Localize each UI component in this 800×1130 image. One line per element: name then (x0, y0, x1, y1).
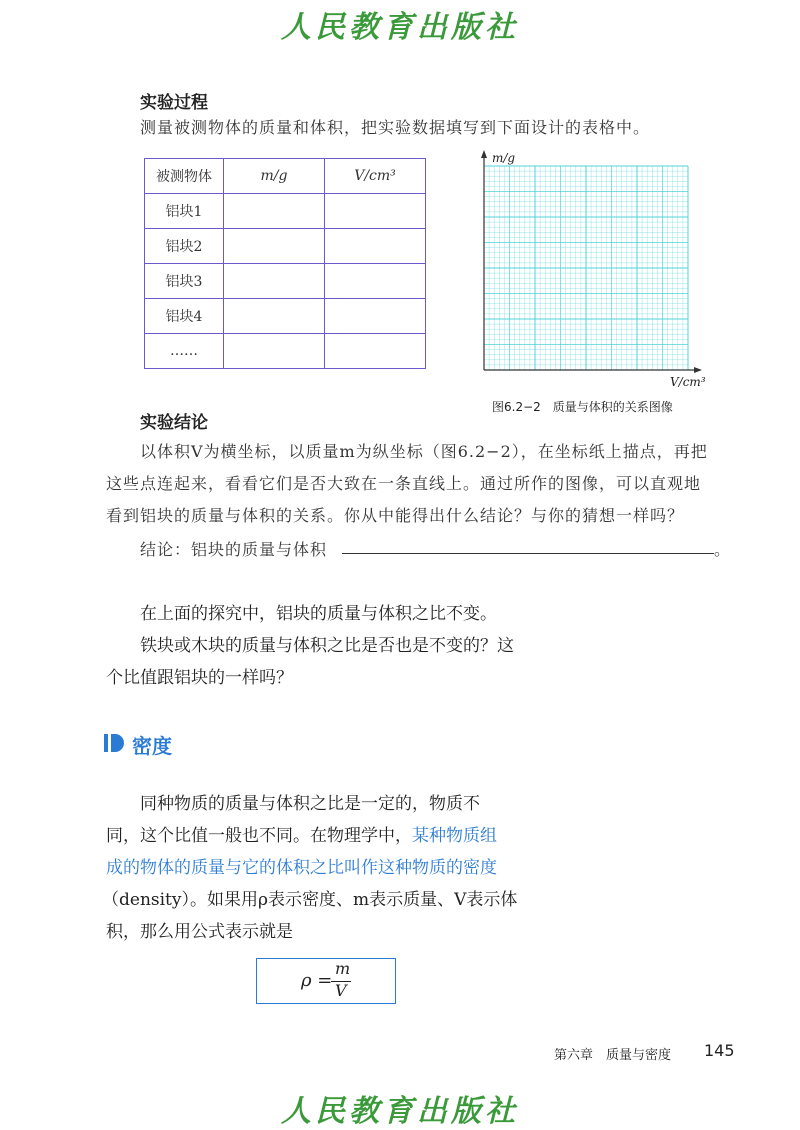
process-intro: 测量被测物体的质量和体积，把实验数据填写到下面设计的表格中。 (140, 118, 651, 137)
conclusion-fill-prefix: 结论：铝块的质量与体积 (140, 540, 328, 559)
y-axis-arrow-icon (481, 150, 487, 158)
page-number: 145 (704, 1041, 735, 1060)
conclusion-line-3: 看到铝块的质量与体积的关系。你从中能得出什么结论？与你的猜想一样吗？ (106, 506, 685, 525)
table-row-label: 铝块4 (145, 299, 224, 334)
density-definition: 成的物体的质量与它的体积之比叫作这种物质的密度 (106, 858, 497, 878)
formula-lhs: ρ = (301, 970, 333, 991)
answer-blank-line[interactable] (342, 553, 714, 554)
section-marker-icon (104, 734, 124, 752)
formula-denominator: V (335, 981, 347, 1000)
table-cell-empty (325, 299, 426, 334)
table-cell-empty (224, 194, 325, 229)
table-cell-empty (325, 194, 426, 229)
table-cell-empty (224, 334, 325, 369)
table-row (145, 264, 426, 299)
table-row-label: 铝块3 (145, 264, 224, 299)
conclusion-fill-suffix: 。 (714, 540, 732, 559)
table-header-cell: V/cm³ (325, 159, 426, 194)
density-line-2-text: 同，这个比值一般也不同。在物理学中， (106, 826, 412, 846)
density-line-1: 同种物质的质量与体积之比是一定的，物质不 (140, 794, 480, 814)
graph-paper (470, 148, 710, 394)
density-line-4: （density）。如果用ρ表示密度、m表示质量、V表示体 (102, 890, 518, 910)
publisher-logo-bottom: 人民教育出版社 (281, 1094, 519, 1129)
table-row-label: 铝块1 (145, 194, 224, 229)
x-axis-arrow-icon (694, 367, 702, 373)
y-axis-label: m/g (492, 151, 516, 165)
table-row-label: …… (145, 334, 224, 369)
table-row (145, 229, 426, 264)
table-header-row (145, 159, 426, 194)
discussion-line-3: 个比值跟铝块的一样吗？ (106, 668, 293, 688)
publisher-logo-top: 人民教育出版社 (281, 10, 519, 45)
graph-caption: 图6.2−2 质量与体积的关系图像 (492, 400, 673, 414)
formula-numerator: m (335, 959, 351, 978)
table-row (145, 194, 426, 229)
process-heading: 实验过程 (140, 93, 208, 113)
table-cell-empty (325, 264, 426, 299)
density-line-2 (106, 820, 497, 852)
section-title-density: 密度 (132, 734, 172, 758)
table-row-label: 铝块2 (145, 229, 224, 264)
table-header-cell: m/g (224, 159, 325, 194)
density-line-5: 积，那么用公式表示就是 (106, 922, 293, 942)
table-header-cell: 被测物体 (145, 159, 224, 194)
x-axis-label: V/cm³ (670, 375, 706, 389)
table-row (145, 334, 426, 369)
table-cell-empty (325, 229, 426, 264)
discussion-line-2: 铁块或木块的质量与体积之比是否也是不变的？这 (140, 636, 514, 656)
density-definition-start: 某种物质组 (412, 826, 497, 846)
table-cell-empty (325, 334, 426, 369)
table-cell-empty (224, 264, 325, 299)
conclusion-heading: 实验结论 (140, 413, 208, 433)
data-table (144, 158, 426, 369)
chapter-label: 第六章 质量与密度 (554, 1048, 672, 1063)
discussion-line-1: 在上面的探究中，铝块的质量与体积之比不变。 (140, 604, 497, 624)
table-cell-empty (224, 229, 325, 264)
table-row (145, 299, 426, 334)
formula-box (256, 958, 396, 1004)
conclusion-line-1: 以体积V为横坐标，以质量m为纵坐标（图6.2−2），在坐标纸上描点，再把 (140, 442, 708, 461)
table-cell-empty (224, 299, 325, 334)
conclusion-line-2: 这些点连起来，看看它们是否大致在一条直线上。通过所作的图像，可以直观地 (106, 474, 702, 493)
